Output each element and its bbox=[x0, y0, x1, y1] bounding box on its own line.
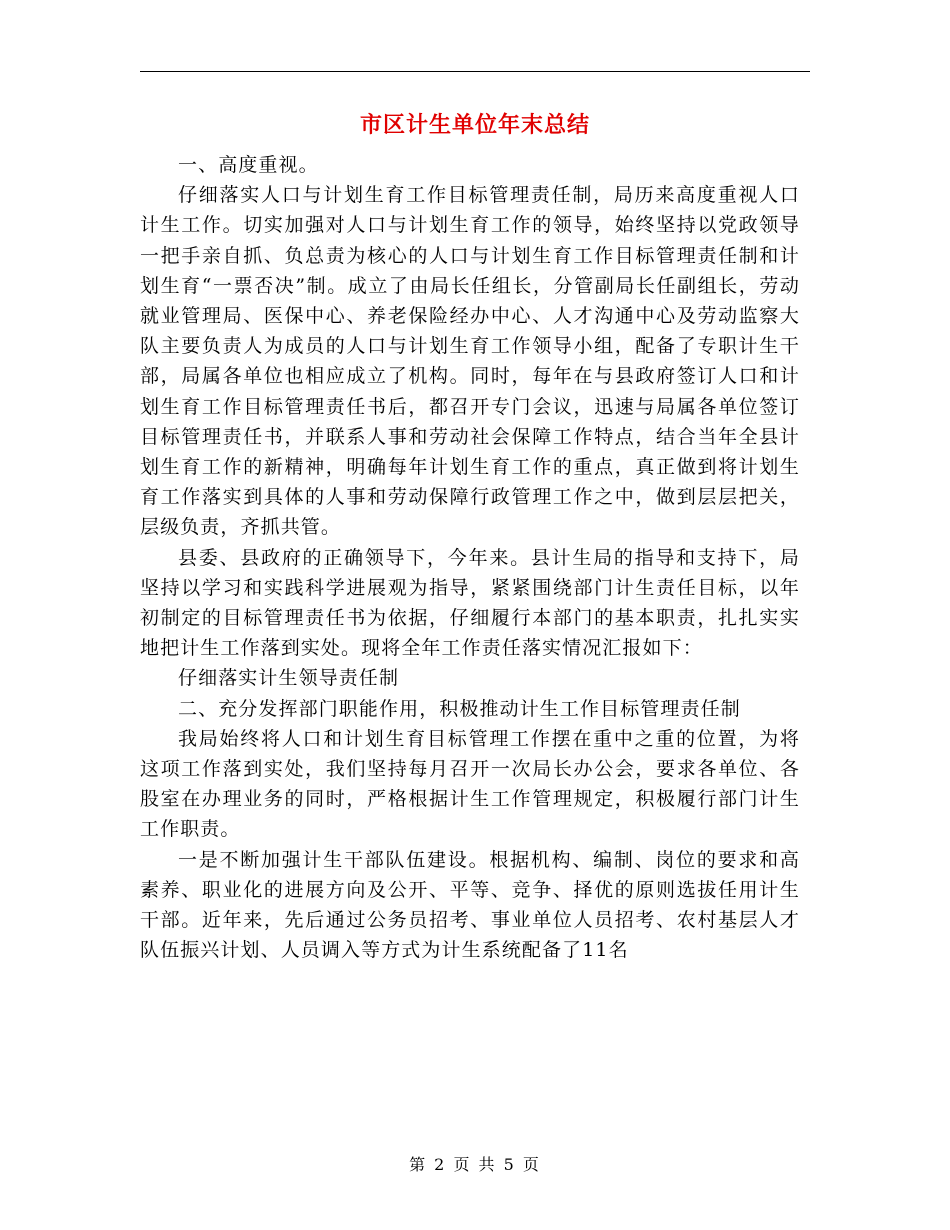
header-rule bbox=[140, 71, 810, 72]
paragraph-heading-2: 二、充分发挥部门职能作用，积极推动计生工作目标管理责任制 bbox=[178, 697, 741, 720]
paragraph: 一是不断加强计生干部队伍建设。根据机构、编制、岗位的要求和高素养、职业化的进展方向及公开、平等、竞争、择优的原则选拔任用计生干部。近年来，先后通过公务员招考、事业单位人员招考、农村基层人才队伍振兴计划、人员调入等方式为计生系统配备了11名 bbox=[140, 848, 800, 962]
paragraph: 县委、县政府的正确领导下，今年来。县计生局的指导和支持下，局坚持以学习和实践科学进展观为指导，紧紧围绕部门计生责任目标，以年初制定的目标管理责任书为依据，仔细履行本部门的基本职责，扎扎实实地把计生工作落到实处。现将全年工作责任落实情况汇报如下： bbox=[140, 546, 800, 660]
document-title: 市区计生单位年末总结 bbox=[359, 113, 590, 138]
paragraph: 仔细落实人口与计划生育工作目标管理责任制，局历来高度重视人口计生工作。切实加强对人口与计划生育工作的领导，始终坚持以党政领导一把手亲自抓、负总责为核心的人口与计划生育工作目标管理责任制和计划生育“一票否决”制。成立了由局长任组长，分管副局长任副组长，劳动就业管理局、医保中心、养老保险经办中心、人才沟通中心及劳动监察大队主要负责人为成员的人口与计划生育工作领导小组，配备了专职计生干部，局属各单位也相应成立了机构。同时，每年在与县政府签订人口和计划生育工作目标管理责任书后，都召开专门会议，迅速与局属各单位签订目标管理责任书，并联系人事和劳动社会保障工作特点，结合当年全县计划生育工作的新精神，明确每年计划生育工作的重点，真正做到将计划生育工作落实到具体的人事和劳动保障行政管理工作之中，做到层层把关，层级负责，齐抓共管。 bbox=[140, 184, 800, 539]
paragraph-heading-1: 一、高度重视。 bbox=[178, 154, 319, 176]
document-body bbox=[140, 150, 800, 965]
page-number: 第 2 页 共 5 页 bbox=[409, 1155, 541, 1174]
paragraph: 我局始终将人口和计划生育目标管理工作摆在重中之重的位置，为将这项工作落到实处，我们坚持每月召开一次局长办公会，要求各单位、各股室在办理业务的同时，严格根据计生工作管理规定，积极履行部门计生工作职责。 bbox=[140, 727, 800, 841]
paragraph-subheading: 仔细落实计生领导责任制 bbox=[178, 667, 400, 690]
